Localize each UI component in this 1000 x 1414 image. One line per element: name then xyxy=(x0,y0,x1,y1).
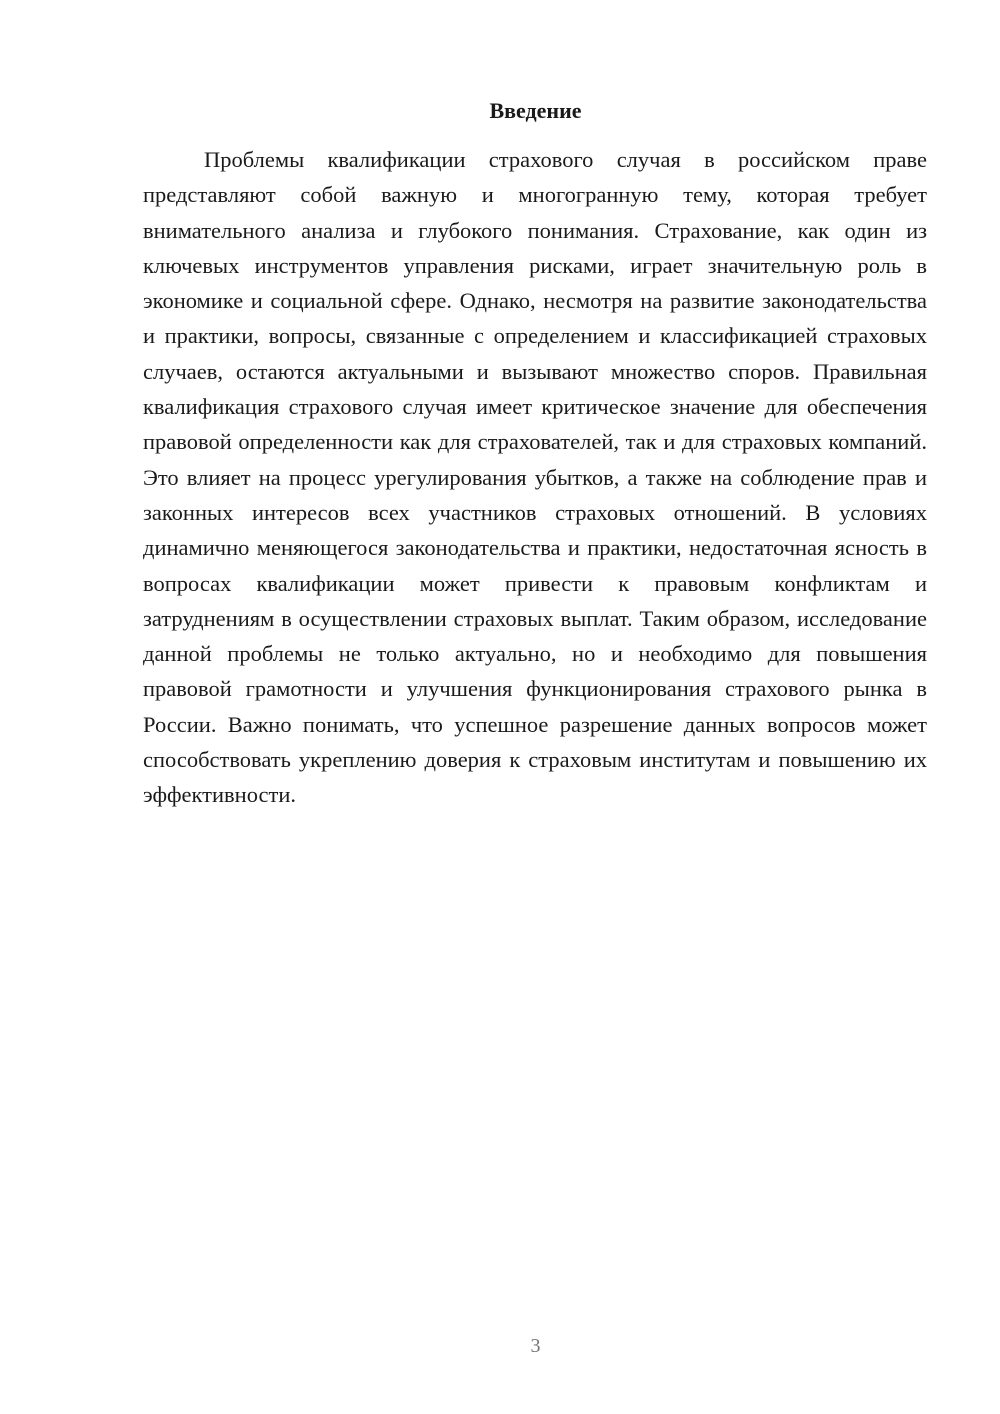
body-paragraph: Проблемы квалификации страхового случая в российском праве представляют собой важную и многогранную тему, которая требует внимательного анализа и глубокого понимания. Страхование, как один из ключевых инструментов управления рисками, играет значительную роль в экономике и социальной сфере. Однако, несмотря на развитие законодательства и практики, вопросы, связанные с определением и классификацией страховых случаев, остаются актуальными и вызывают множество споров. Правильная квалификация страхового случая имеет критическое значение для обеспечения правовой определенности как для страхователей, так и для страховых компаний. Это влияет на процесс урегулирования убытков, а также на соблюдение прав и законных интересов всех участников страховых отношений. В условиях динамично меняющегося законодательства и практики, недостаточная ясность в вопросах квалификации может привести к правовым конфликтам и затруднениям в осуществлении страховых выплат. Таким образом, исследование данной проблемы не только актуально, но и необходимо для повышения правовой грамотности и улучшения функционирования страхового рынка в России. Важно понимать, что успешное разрешение данных вопросов может способствовать укреплению доверия к страховым институтам и повышению их эффективности. xyxy=(143,147,927,808)
section-heading: Введение xyxy=(489,98,582,123)
page-number: 3 xyxy=(530,1335,541,1357)
